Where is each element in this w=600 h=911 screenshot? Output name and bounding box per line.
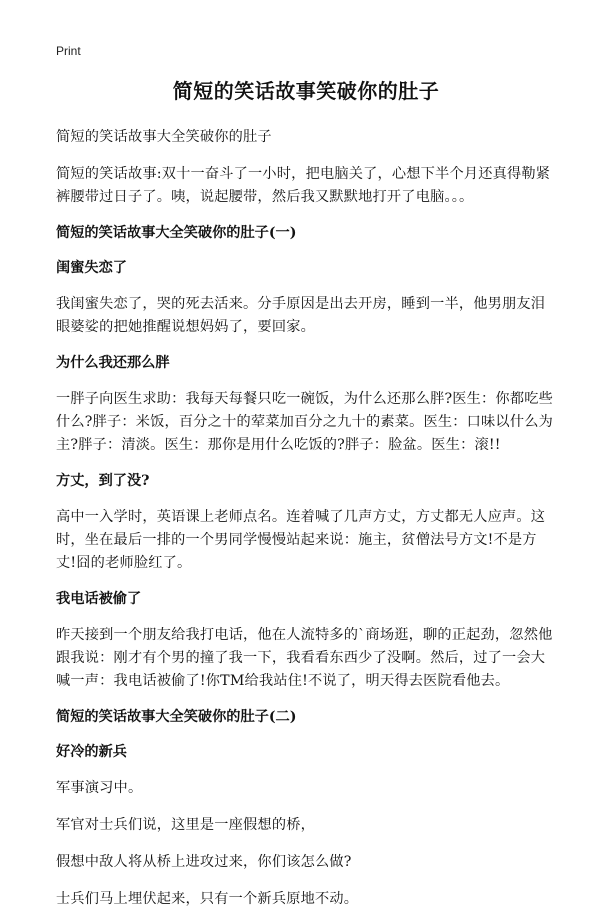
- story-heading: 闺蜜失恋了: [56, 260, 127, 276]
- story-paragraph: 昨天接到一个朋友给我打电话，他在人流特多的`商场逛，聊的正起劲，忽然他跟我说：刚才有个男的撞了我一下，我看看东西少了没啊。然后，过了一会大喊一声：我电话被偷了!你TM给我站住!不说了，明天得去医院看他去。: [56, 627, 553, 689]
- story-heading: 方丈，到了没?: [56, 473, 150, 489]
- section-heading-one: 简短的笑话故事大全笑破你的肚子(一): [56, 225, 297, 241]
- story-heading: 为什么我还那么胖: [56, 355, 170, 371]
- intro-story-paragraph: 简短的笑话故事:双十一奋斗了一小时，把电脑关了，心想下半个月还真得勒紧裤腰带过日子了。咦，说起腰带，然后我又默默地打开了电脑。。。: [56, 166, 551, 205]
- story-paragraph: 假想中敌人将从桥上进攻过来，你们该怎么做?: [56, 854, 352, 870]
- intro-paragraph: 简短的笑话故事大全笑破你的肚子: [56, 129, 272, 145]
- story-heading: 我电话被偷了: [56, 591, 142, 607]
- story-paragraph: 一胖子向医生求助：我每天每餐只吃一碗饭，为什么还那么胖?医生：你都吃些什么?胖子：米饭，百分之十的荤菜加百分之九十的素菜。医生：口味以什么为主?胖子：清淡。医生：那你是用什么吃饭的?胖子：脸盆。医生：滚!!: [56, 391, 553, 453]
- story-paragraph: 军官对士兵们说，这里是一座假想的桥，: [56, 817, 315, 833]
- story-paragraph: 士兵们马上埋伏起来，只有一个新兵原地不动。: [56, 891, 359, 907]
- story-paragraph: 军事演习中。: [56, 780, 143, 796]
- section-heading-two: 简短的笑话故事大全笑破你的肚子(二): [56, 709, 297, 725]
- document-title: 简短的笑话故事笑破你的肚子: [172, 79, 440, 103]
- story-paragraph: 我闺蜜失恋了，哭的死去活来。分手原因是出去开房，睡到一半，他男朋友泪眼婆娑的把她推醒说想妈妈了，要回家。: [56, 296, 546, 335]
- print-label: Print: [56, 44, 81, 58]
- story-paragraph: 高中一入学时，英语课上老师点名。连着喊了几声方丈，方丈都无人应声。这时，坐在最后一排的一个男同学慢慢站起来说：施主，贫僧法号方文!不是方丈!囧的老师脸红了。: [56, 509, 546, 571]
- story-heading: 好冷的新兵: [56, 744, 127, 760]
